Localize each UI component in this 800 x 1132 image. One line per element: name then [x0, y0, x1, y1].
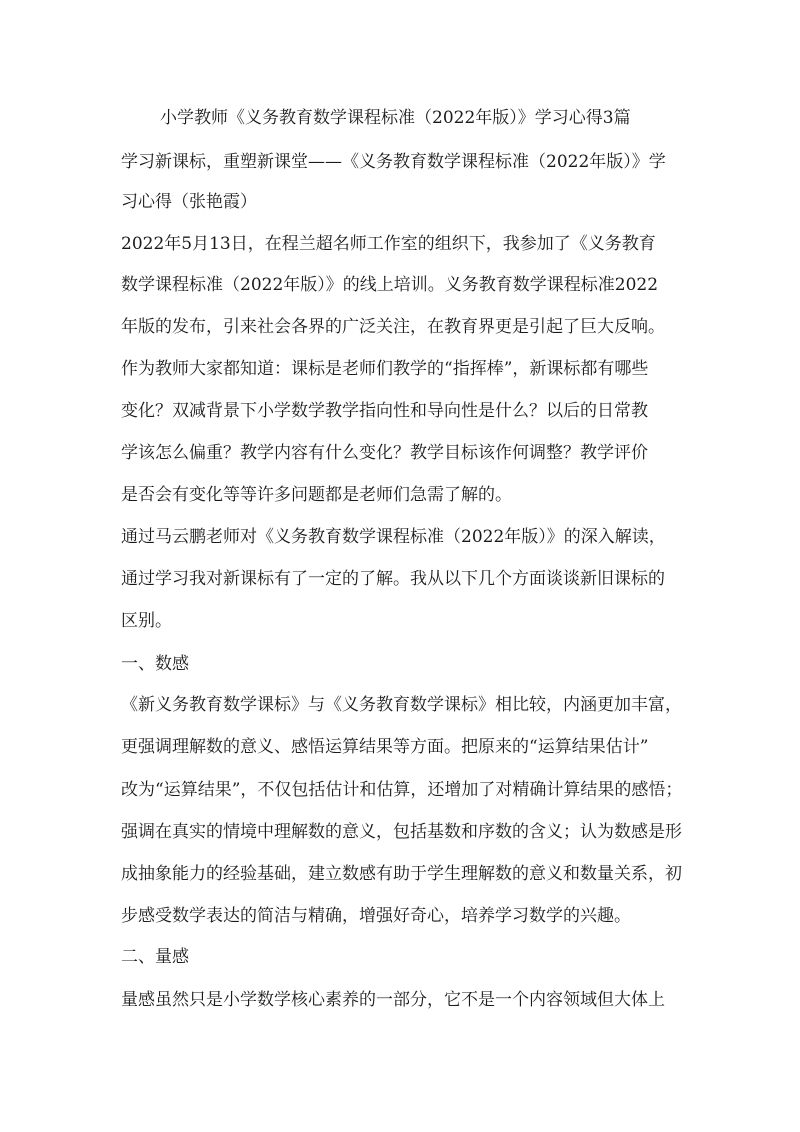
paragraph-line: 年版的发布，引来社会各界的广泛关注，在教育界更是引起了巨大反响。: [121, 317, 665, 337]
paragraph-line: 通过马云鹏老师对《义务教育数学课程标准（2022年版）》的深入解读，: [121, 527, 666, 547]
paragraph-line: 区别。: [121, 611, 172, 631]
paragraph-line: 学该怎么偏重？教学内容有什么变化？教学目标该作何调整？教学评价: [121, 443, 648, 463]
paragraph-line: 2022年5月13日，在程兰超名师工作室的组织下，我参加了《义务教育: [121, 234, 656, 254]
section-heading: 二、量感: [121, 947, 189, 967]
paragraph-line: 变化？双减背景下小学数学教学指向性和导向性是什么？以后的日常教: [121, 401, 648, 421]
subtitle-line: 学习新课标，重塑新课堂——《义务教育数学课程标准（2022年版）》学: [121, 152, 666, 172]
paragraph-line: 作为教师大家都知道：课标是老师们教学的“指挥棒”，新课标都有哪些: [121, 359, 649, 379]
paragraph-line: 改为“运算结果”，不仅包括估计和估算，还增加了对精确计算结果的感悟；: [121, 780, 683, 800]
paragraph-line: 《新义务教育数学课标》与《义务教育数学课标》相比较，内涵更加丰富，: [121, 695, 682, 715]
subtitle-line: 习心得（张艳霞）: [121, 192, 257, 212]
paragraph-line: 是否会有变化等等许多问题都是老师们急需了解的。: [121, 485, 512, 505]
paragraph-line: 步感受数学表达的简洁与精确，增强好奇心，培养学习数学的兴趣。: [121, 906, 631, 926]
paragraph-line: 数学课程标准（2022年版）》的线上培训。义务教育数学课程标准2022: [121, 275, 659, 295]
document-title: 小学教师《义务教育数学课程标准（2022年版）》学习心得3篇: [160, 108, 631, 128]
paragraph-line: 成抽象能力的经验基础，建立数感有助于学生理解数的意义和数量关系，初: [121, 864, 682, 884]
paragraph-line: 通过学习我对新课标有了一定的了解。我从以下几个方面谈谈新旧课标的: [121, 569, 665, 589]
paragraph-line: 更强调理解数的意义、感悟运算结果等方面。把原来的“运算结果估计”: [121, 737, 649, 757]
paragraph-line: 量感虽然只是小学数学核心素养的一部分，它不是一个内容领域但大体上: [121, 990, 665, 1010]
paragraph-line: 强调在真实的情境中理解数的意义，包括基数和序数的含义；认为数感是形: [121, 822, 682, 842]
section-heading: 一、数感: [121, 654, 189, 674]
